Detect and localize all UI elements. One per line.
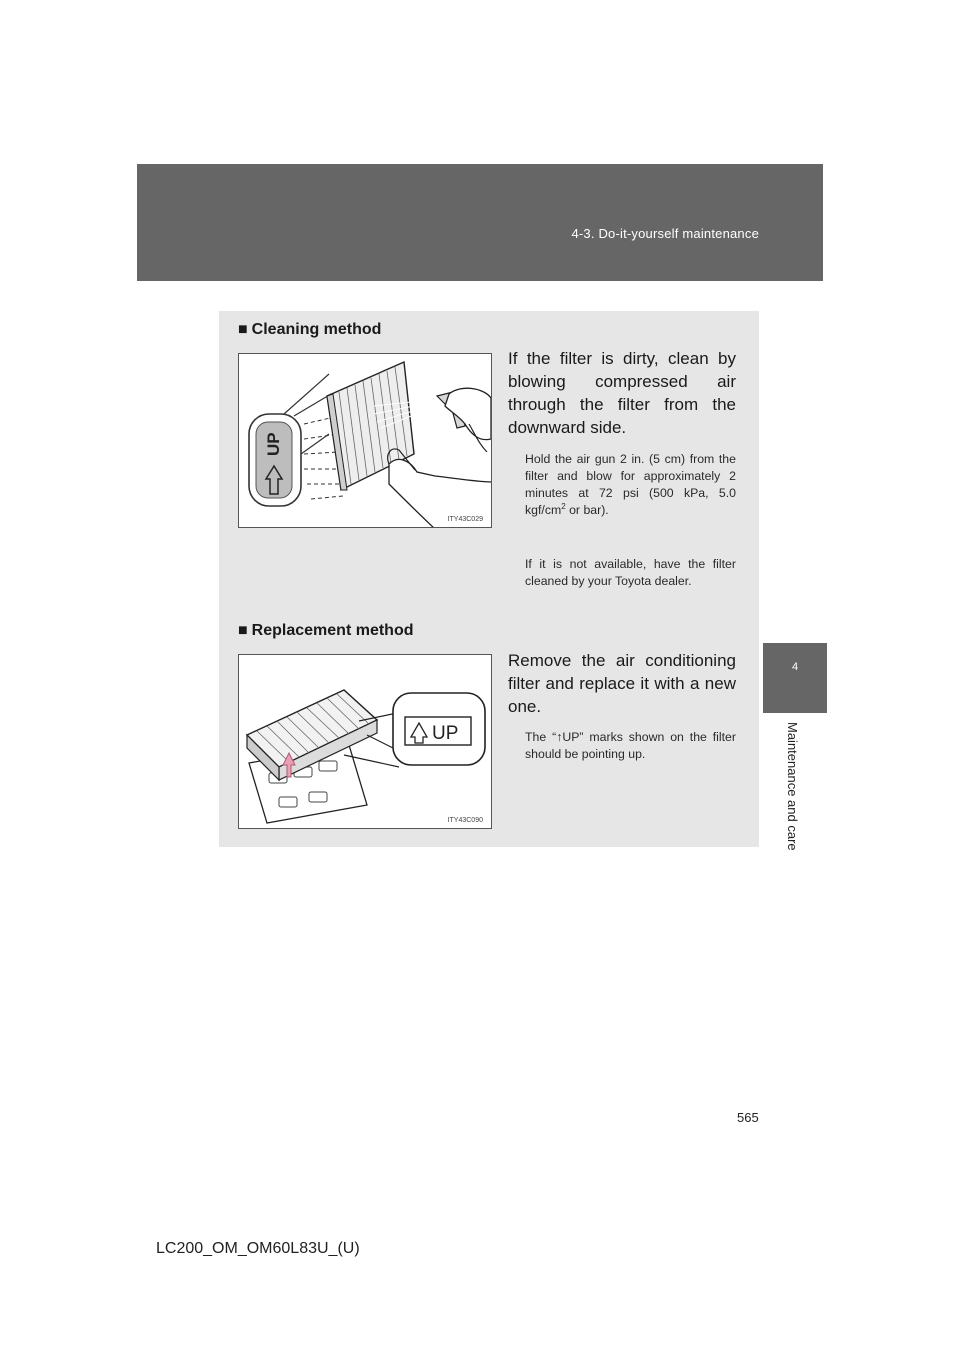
cleaning-title: Cleaning method — [251, 321, 382, 338]
chapter-label: Maintenance and care — [785, 722, 800, 851]
document-code: LC200_OM_OM60L83U_(U) — [156, 1240, 360, 1257]
air-gun-filter-illustration — [239, 354, 492, 528]
content-box — [219, 311, 759, 847]
page-number: 565 — [737, 1110, 759, 1125]
cleaning-note-2: If it is not available, have the filter cleaned by your Toyota dealer. — [525, 557, 736, 588]
section-title: 4-3. Do-it-yourself maintenance — [571, 226, 759, 241]
cleaning-figure — [238, 353, 492, 528]
up-arrow-icon: ↑ — [556, 730, 563, 744]
header-band — [137, 164, 823, 281]
chapter-tab — [763, 643, 827, 713]
replacement-note-start: The “ — [525, 730, 557, 744]
cleaning-instruction: If the filter is dirty, clean by blowing compressed air through the filter from the downward side. — [508, 349, 736, 437]
cleaning-note-1-text: Hold the air gun 2 in. (5 cm) from the filter and blow for approximately 2 minutes at 72 psi (500 kPa, 5.0 kgf/cm — [525, 452, 736, 517]
bullet-icon: ■ — [238, 622, 248, 639]
up-mark-text: UP — [432, 723, 459, 744]
up-mark-text: UP — [264, 432, 283, 456]
replacement-note-end: UP” marks shown on the filter should be pointing up. — [525, 730, 736, 761]
bullet-icon: ■ — [238, 321, 248, 338]
cleaning-note-1-end: or bar). — [565, 503, 609, 517]
replacement-title: Replacement method — [251, 622, 414, 639]
cleaning-figure-code: ITY43C029 — [447, 516, 483, 523]
replacement-instruction: Remove the air conditioning filter and replace it with a new one. — [508, 651, 736, 716]
cleaning-note-1 — [525, 451, 736, 519]
replacement-heading — [238, 622, 413, 640]
replacement-figure-code: ITY43C090 — [447, 817, 483, 824]
replacement-figure — [238, 654, 492, 829]
filter-replacement-illustration — [239, 655, 492, 829]
cleaning-heading — [238, 321, 381, 339]
superscript: 2 — [561, 501, 566, 511]
chapter-number: 4 — [791, 661, 799, 673]
replacement-note — [525, 729, 736, 763]
